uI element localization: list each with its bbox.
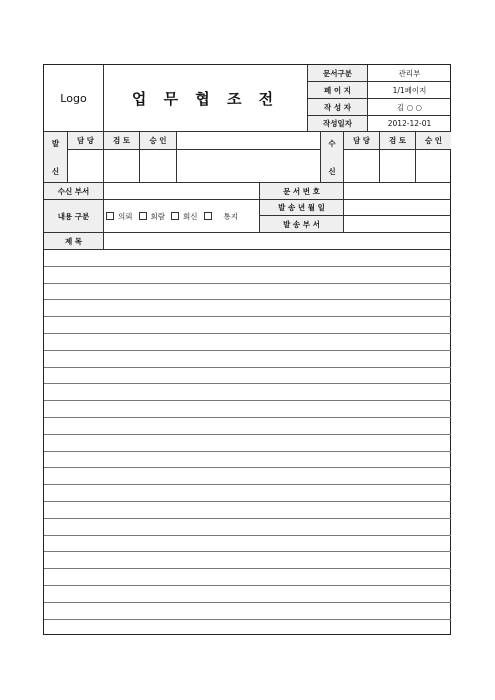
receiver-sign-approve[interactable]	[416, 150, 451, 182]
date-label: 작성일자	[323, 119, 352, 128]
ruled-line	[44, 316, 451, 317]
ruled-line	[44, 299, 451, 300]
receiver-col-approve: 승 인	[424, 136, 443, 145]
content-type-label: 내용 구분	[57, 211, 90, 221]
receiver-label-top: 수	[328, 138, 336, 148]
ruled-line	[44, 551, 451, 552]
receiver-label-bottom: 신	[328, 166, 336, 176]
ruled-line	[44, 619, 451, 620]
send-dept-input[interactable]	[344, 216, 451, 232]
sender-sign-review[interactable]	[104, 150, 139, 182]
ruled-line	[44, 383, 451, 384]
page-value[interactable]: 1/1페이지	[392, 85, 427, 95]
sender-sign-charge[interactable]	[68, 150, 103, 182]
ruled-line	[44, 434, 451, 435]
circulate-option: 회람	[150, 211, 165, 221]
sender-col-charge: 담 당	[76, 136, 95, 145]
author-value[interactable]: 김 ○ ○	[396, 102, 423, 112]
doc-type-label: 문서구분	[323, 68, 352, 78]
send-date-label: 발 송 년 월 일	[278, 203, 325, 212]
receiver-sign-charge[interactable]	[344, 150, 379, 182]
doc-number-input[interactable]	[344, 183, 451, 199]
cooperation-form	[43, 64, 451, 635]
ruled-line	[44, 568, 451, 569]
doc-number-label: 문 서 번 호	[283, 186, 320, 196]
recv-dept-input[interactable]	[104, 183, 259, 199]
ruled-line	[44, 467, 451, 468]
send-dept-label: 발 송 부 서	[283, 219, 320, 229]
notice-checkbox[interactable]	[204, 212, 212, 220]
request-option: 의뢰	[118, 211, 133, 221]
page-label: 페 이 지	[324, 85, 351, 95]
ruled-line	[44, 602, 451, 603]
divider	[176, 131, 177, 182]
ruled-line	[44, 350, 451, 351]
ruled-line	[44, 333, 451, 334]
ruled-line	[44, 417, 451, 418]
receiver-sign-review[interactable]	[380, 150, 415, 182]
ruled-line	[44, 283, 451, 284]
reply-checkbox[interactable]	[171, 212, 179, 220]
notice-option: 통지	[223, 211, 238, 221]
ruled-line	[44, 501, 451, 502]
ruled-line	[44, 451, 451, 452]
request-checkbox[interactable]	[106, 212, 114, 220]
recv-dept-label: 수신 부서	[57, 186, 90, 196]
receiver-col-charge: 담 당	[352, 136, 371, 145]
ruled-line	[44, 518, 451, 519]
circulate-checkbox[interactable]	[139, 212, 147, 220]
subject-input[interactable]	[104, 233, 451, 249]
ruled-line	[44, 585, 451, 586]
content-type-options	[106, 200, 258, 232]
body-text-area[interactable]	[44, 249, 451, 635]
receiver-col-review: 검 토	[388, 136, 407, 145]
author-label: 작 성 자	[324, 102, 351, 112]
sender-col-review: 검 토	[112, 136, 131, 145]
date-value[interactable]: 2012-12-01	[387, 119, 432, 128]
sender-col-approve: 승 인	[149, 136, 167, 145]
subject-label: 제 목	[64, 236, 83, 246]
sender-sign-approve[interactable]	[140, 150, 176, 182]
sender-label-bottom: 신	[51, 166, 60, 176]
ruled-line	[44, 400, 451, 401]
ruled-line	[44, 266, 451, 267]
doc-type-value[interactable]: 관리부	[398, 68, 421, 78]
ruled-line	[44, 535, 451, 536]
send-date-input[interactable]	[344, 200, 451, 215]
ruled-line	[44, 484, 451, 485]
company-logo: Logo	[60, 91, 87, 105]
sender-label-top: 발	[51, 138, 60, 148]
reply-option: 회신	[183, 211, 198, 221]
document-title: 업 무 협 조 전	[131, 89, 280, 108]
ruled-line	[44, 367, 451, 368]
